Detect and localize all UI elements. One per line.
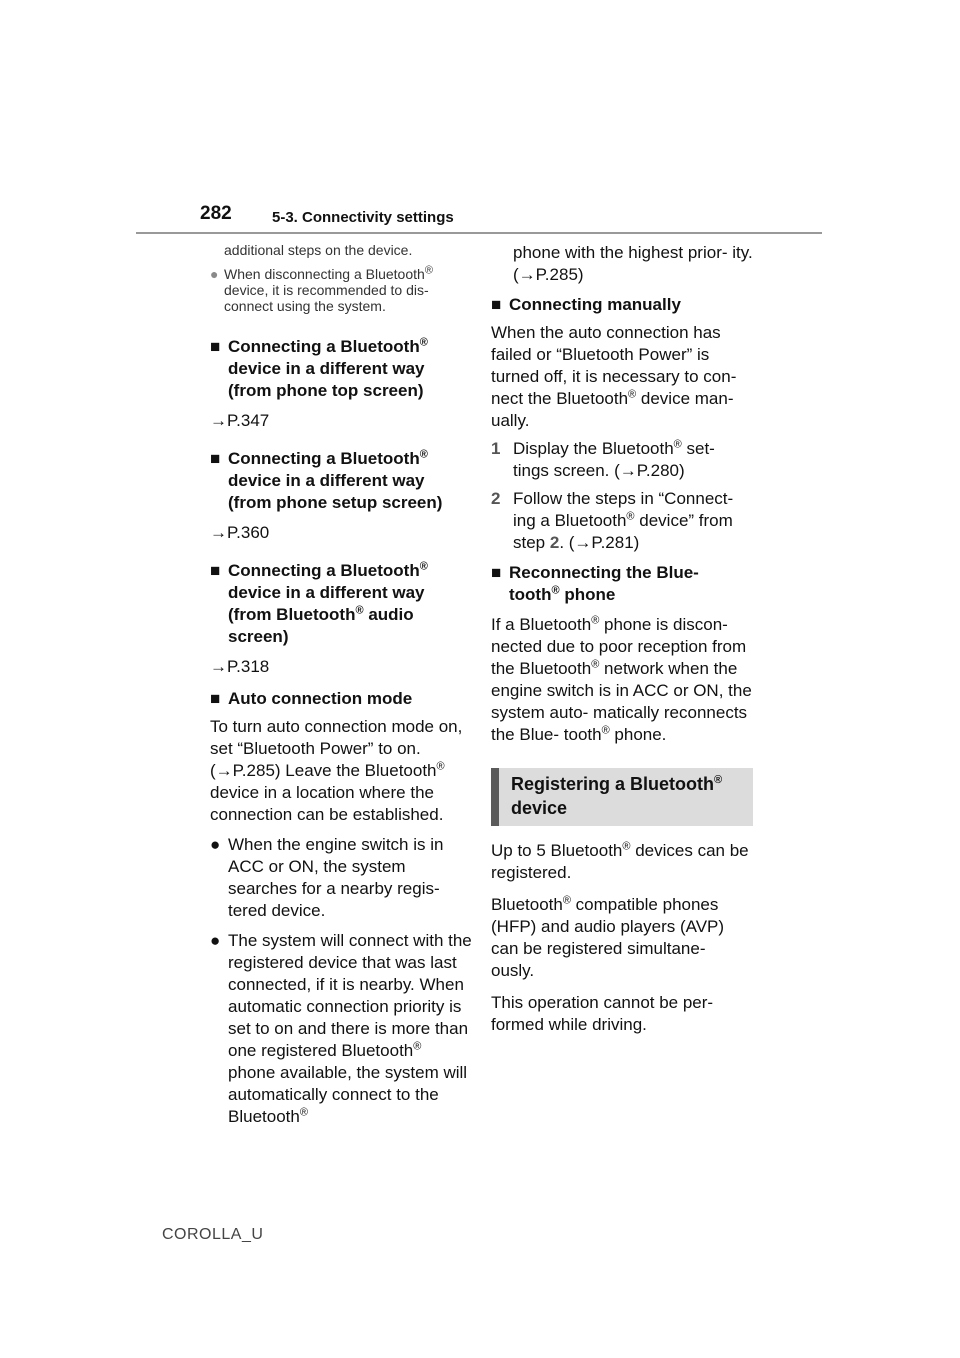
header-rule bbox=[136, 232, 822, 234]
left-column bbox=[210, 242, 472, 1128]
right-column bbox=[491, 242, 753, 1036]
heading-audio-screen: ■ Connecting a Bluetooth® device in a different way (from Bluetooth® audio screen) bbox=[210, 560, 428, 646]
page-number: 282 bbox=[200, 203, 232, 224]
square-bullet-icon: ■ bbox=[210, 689, 221, 708]
section-title: 5-3. Connectivity settings bbox=[272, 209, 454, 226]
footer-model-code: COROLLA_U bbox=[162, 1226, 264, 1243]
registration-paragraph: Up to 5 Bluetooth® devices can be registered. bbox=[491, 840, 749, 882]
driving-restriction-paragraph: This operation cannot be per- formed while driving. bbox=[491, 993, 714, 1034]
list-item: ● The system will connect with the registered device that was last connected, if it is nearby. When automatic connection priority is set to on and there is more than one registered Bluetooth® phone available, the system will automatically connect to the Bluetooth® bbox=[210, 931, 472, 1126]
reconnect-paragraph: If a Bluetooth® phone is discon- nected due to poor reception from the Bluetooth® network when the engine switch is in ACC or ON, the system auto- matically reconnects the Blue- tooth® phone. bbox=[491, 614, 752, 744]
step-item: 2 Follow the steps in “Connect- ing a Bluetooth® device” from step 2. (→P.281) bbox=[491, 489, 734, 552]
list-item: ● When the engine switch is in ACC or ON, the system searches for a nearby regis- tered device. bbox=[210, 835, 444, 920]
heading-phone-top-screen: ■ Connecting a Bluetooth® device in a different way (from phone top screen) bbox=[210, 336, 428, 400]
intro-continuation: additional steps on the device. bbox=[224, 242, 413, 258]
auto-connection-paragraph: To turn auto connection mode on, set “Bluetooth Power” to on. (→P.285) Leave the Bluetooth® device in a location where the connection can be established. bbox=[210, 717, 463, 824]
square-bullet-icon: ■ bbox=[491, 563, 502, 582]
heading-connecting-manually: ■ Connecting manually bbox=[491, 295, 681, 314]
bullet-icon: ● bbox=[210, 835, 221, 854]
disconnect-note: ● When disconnecting a Bluetooth® device, it is recommended to dis- connect using the system. bbox=[210, 264, 433, 314]
section-heading-box: Registering a Bluetooth® device bbox=[491, 768, 753, 826]
square-bullet-icon: ■ bbox=[491, 295, 502, 314]
page-reference-link[interactable]: →P.360 bbox=[210, 523, 270, 542]
square-bullet-icon: ■ bbox=[210, 449, 221, 468]
heading-reconnecting: ■ Reconnecting the Blue- tooth® phone bbox=[491, 563, 699, 604]
continuation-paragraph: phone with the highest prior- ity. (→P.285) bbox=[513, 243, 753, 284]
step-number: 2 bbox=[491, 489, 501, 508]
square-bullet-icon: ■ bbox=[210, 337, 221, 356]
heading-auto-connection: ■ Auto connection mode bbox=[210, 689, 413, 708]
compatibility-paragraph: Bluetooth® compatible phones (HFP) and audio players (AVP) can be registered simultane- ously. bbox=[491, 894, 725, 980]
step-item: 1 Display the Bluetooth® set- tings screen. (→P.280) bbox=[491, 438, 715, 480]
note-bullet-icon: ● bbox=[210, 266, 219, 282]
square-bullet-icon: ■ bbox=[210, 561, 221, 580]
page-reference-link[interactable]: →P.347 bbox=[210, 411, 270, 430]
page-reference-link[interactable]: →P.318 bbox=[210, 657, 270, 676]
heading-phone-setup-screen: ■ Connecting a Bluetooth® device in a different way (from phone setup screen) bbox=[210, 448, 443, 512]
page-header bbox=[200, 203, 820, 235]
bullet-icon: ● bbox=[210, 931, 221, 950]
manual-connection-paragraph: When the auto connection has failed or “Bluetooth Power” is turned off, it is necessary to con- nect the Bluetooth® device man- ually. bbox=[491, 323, 737, 430]
step-number: 1 bbox=[491, 439, 501, 458]
